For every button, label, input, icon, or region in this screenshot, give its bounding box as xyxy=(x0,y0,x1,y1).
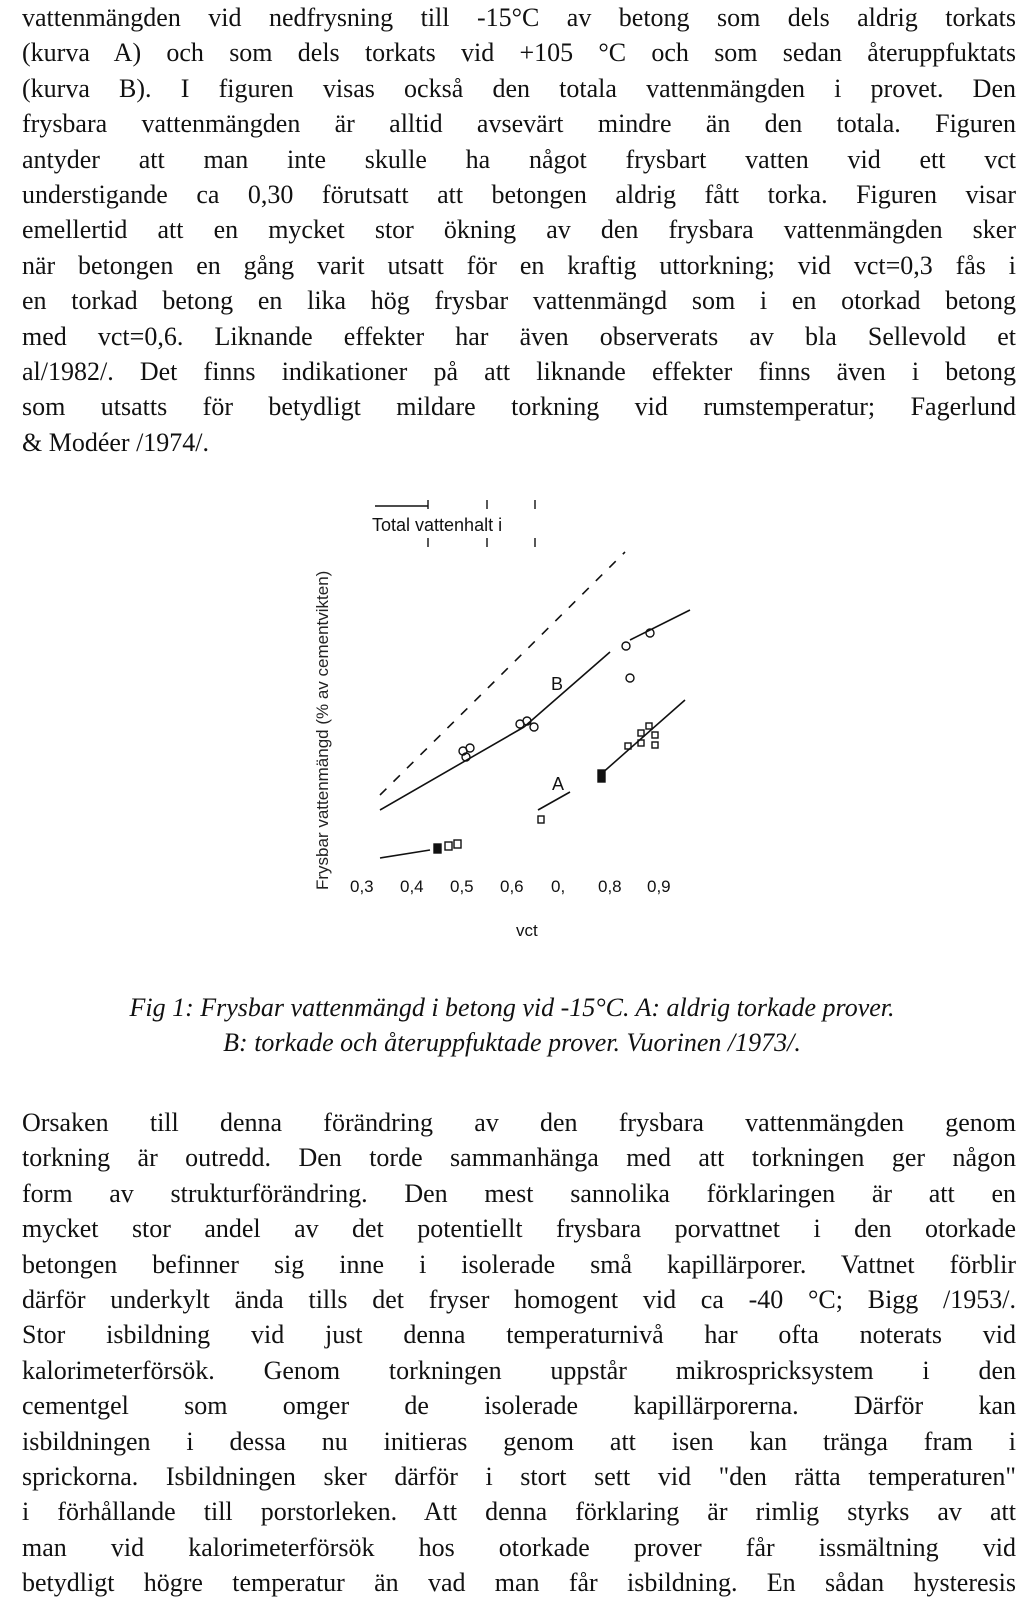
text-line: Stor isbildning vid just denna temperaturnivå har ofta noterats vid xyxy=(22,1320,1016,1350)
text-line: en torkad betong en lika hög frysbar vattenmängd som i en otorkad betong xyxy=(22,286,1016,316)
text-line: & Modéer /1974/. xyxy=(22,427,210,457)
text-line: (kurva B). I figuren visas också den totala vattenmängden i provet. Den xyxy=(22,73,1016,103)
curve-b-label: B xyxy=(551,674,564,694)
text-line: cementgel som omger de isolerade kapillärporerna. Därför kan xyxy=(22,1391,1016,1421)
total-water-label: Total vattenhalt i xyxy=(372,515,503,535)
text-line: al/1982/. Det finns indikationer på att liknande effekter finns även i betong xyxy=(22,357,1016,387)
text-line: antyder att man inte skulle ha något frysbart vatten vid ett vct xyxy=(22,144,1016,174)
text-line: betydligt högre temperatur än vad man får isbildning. En sådan hysteresis xyxy=(22,1568,1016,1598)
data-point xyxy=(530,723,538,731)
paragraph-2 xyxy=(22,1105,1016,1601)
text-line: därför underkylt ända tills det fryser homogent vid ca -40 °C; Bigg /1953/. xyxy=(22,1285,1016,1315)
data-point xyxy=(638,730,644,736)
x-tick-label: 0,4 xyxy=(400,877,424,896)
text-line: (kurva A) och som dels torkats vid +105 °C och som sedan återuppfuktats xyxy=(22,38,1016,68)
x-axis-label: vct xyxy=(516,921,538,940)
text-line: mycket stor andel av det potentiellt frysbara porvattnet i den otorkade xyxy=(22,1214,1016,1244)
figure-caption xyxy=(0,990,1024,1060)
data-point xyxy=(538,816,544,823)
text-line: form av strukturförändring. Den mest sannolika förklaringen är att en xyxy=(22,1178,1016,1208)
text-line: emellertid att en mycket stor ökning av den frysbara vattenmängden sker xyxy=(22,215,1016,245)
caption-line: B: torkade och återuppfuktade prover. Vuorinen /1973/. xyxy=(223,1028,801,1057)
data-point xyxy=(652,742,658,748)
total-water-line xyxy=(380,552,625,795)
curve-a-label: A xyxy=(552,774,565,794)
x-tick-label: 0,6 xyxy=(500,877,524,896)
text-line: frysbara vattenmängden är alltid avsevärt mindre än den totala. Figuren xyxy=(22,109,1016,139)
text-line: vattenmängden vid nedfrysning till -15°C av betong som dels aldrig torkats xyxy=(22,3,1016,32)
text-line: understigande ca 0,30 förutsatt att betongen aldrig fått torka. Figuren visar xyxy=(22,180,1016,210)
text-line: som utsatts för betydligt mildare torkning vid rumstemperatur; Fagerlund xyxy=(22,392,1016,422)
text-line: när betongen en gång varit utsatt för en kraftig uttorkning; vid vct=0,3 fås i xyxy=(22,250,1016,280)
text-line: kalorimeterförsök. Genom torkningen uppstår mikrospricksystem i den xyxy=(22,1355,1016,1385)
data-point xyxy=(646,723,652,729)
text-line: sprickorna. Isbildningen sker därför i stort sett vid "den rätta temperaturen" xyxy=(22,1462,1016,1492)
data-point xyxy=(434,844,441,853)
data-point xyxy=(626,674,634,682)
curve-b-line xyxy=(380,610,690,810)
text-line: betongen befinner sig inne i isolerade små kapillärporer. Vattnet förblir xyxy=(22,1249,1016,1279)
data-point xyxy=(466,744,474,752)
data-point xyxy=(622,642,630,650)
x-tick-label: 0,5 xyxy=(450,877,474,896)
x-tick-label: 0,8 xyxy=(598,877,622,896)
y-axis-label: Frysbar vattenmängd (% av cementvikten) xyxy=(313,570,332,890)
text-line: i förhållande till porstorleken. Att denna förklaring är rimlig styrks av att xyxy=(22,1497,1016,1527)
x-tick-label: 0, xyxy=(551,877,566,896)
text-line: med vct=0,6. Liknande effekter har även observerats av bla Sellevold et xyxy=(22,321,1016,351)
x-tick-label: 0,3 xyxy=(350,877,374,896)
text-line: torkning är outredd. Den torde sammanhänga med att torkningen ger någon xyxy=(22,1143,1016,1173)
caption-line: Fig 1: Frysbar vattenmängd i betong vid -15°C. A: aldrig torkade prover. xyxy=(129,993,895,1022)
figure-plot xyxy=(280,480,760,960)
text-line: Orsaken till denna förändring av den frysbara vattenmängden genom xyxy=(22,1108,1016,1137)
text-line: man vid kalorimeterförsök hos otorkade prover får issmältning vid xyxy=(22,1532,1016,1562)
data-point xyxy=(652,732,658,738)
paragraph-1 xyxy=(22,0,1016,460)
x-tick-labels xyxy=(350,877,671,896)
data-point xyxy=(454,840,461,848)
curve-b-points xyxy=(459,629,654,761)
figure xyxy=(280,480,760,960)
text-line: isbildningen i dessa nu initieras genom att isen kan tränga fram i xyxy=(22,1426,1016,1456)
data-point xyxy=(445,842,452,850)
x-tick-label: 0,9 xyxy=(647,877,671,896)
data-point xyxy=(598,770,605,782)
curve-a-points xyxy=(434,723,658,853)
